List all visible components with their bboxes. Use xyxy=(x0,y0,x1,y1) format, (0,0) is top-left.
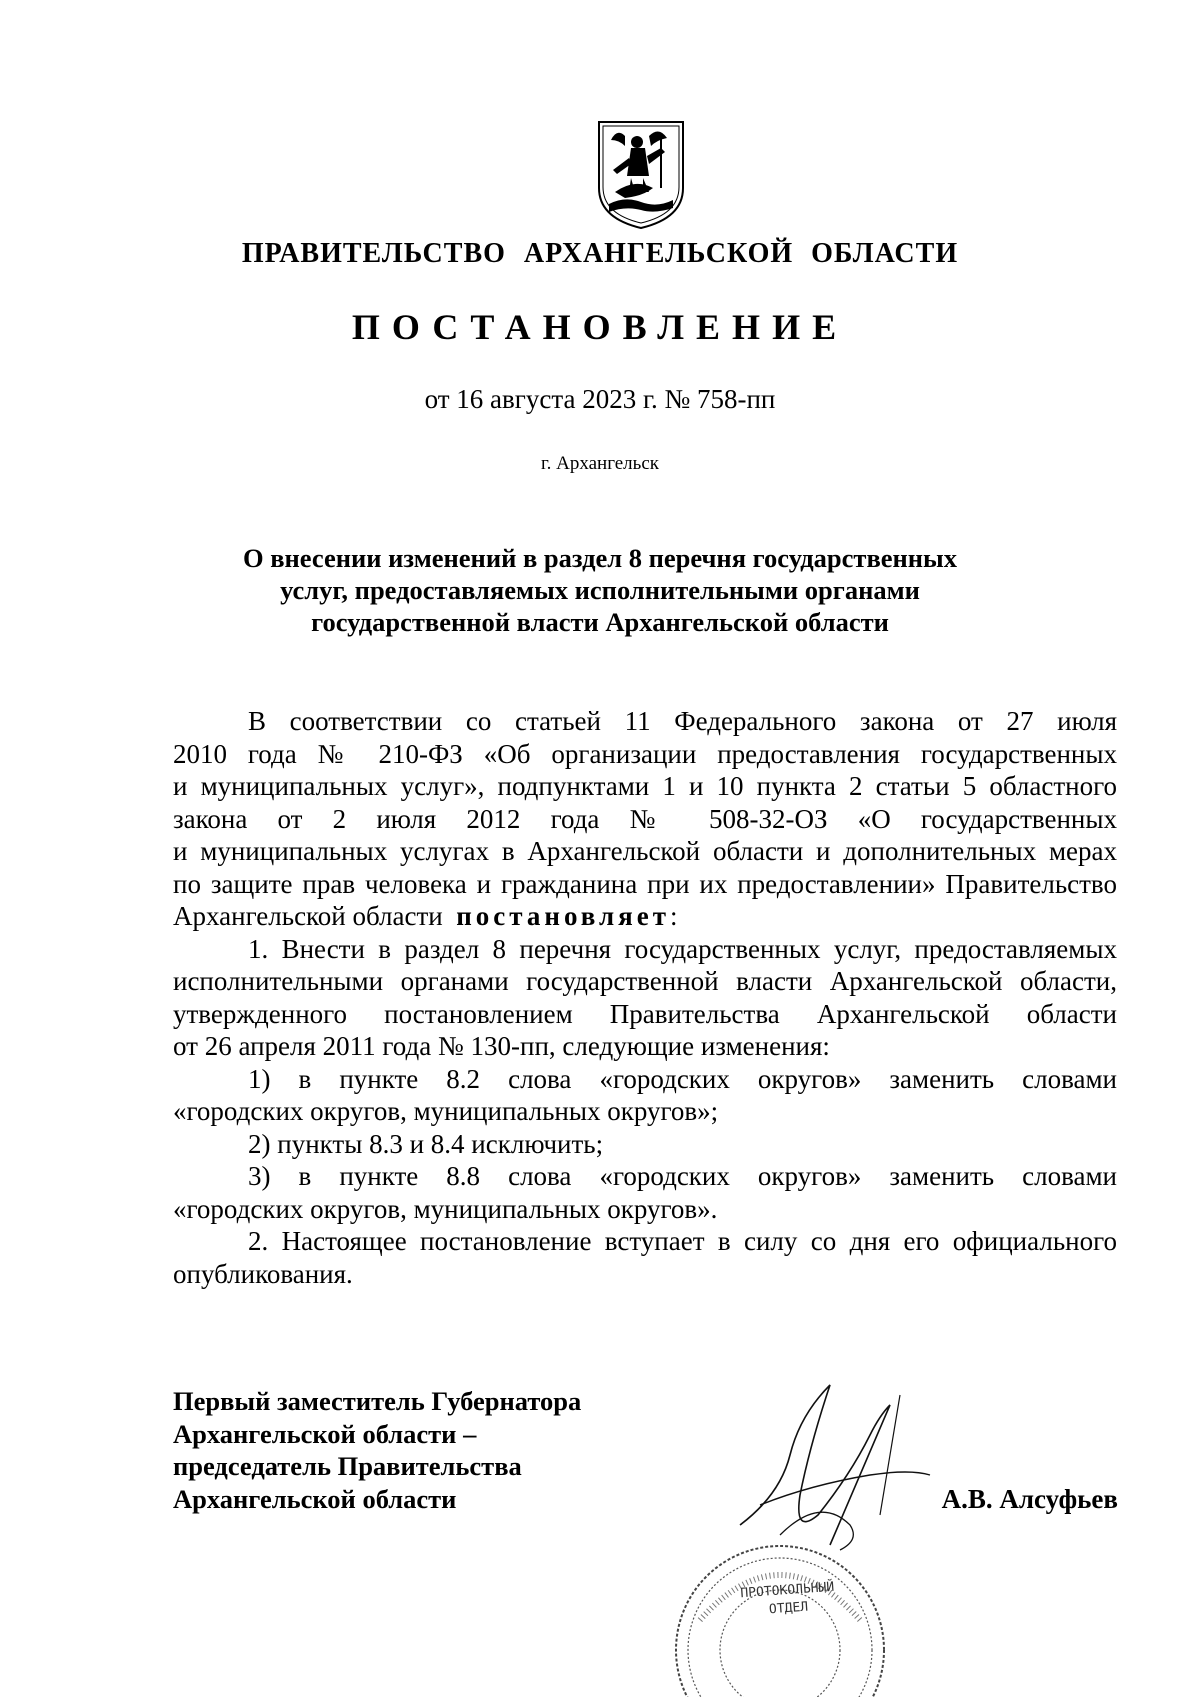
body-line: 3) в пункте 8.8 слова «городских округов» заменить словами xyxy=(248,1161,1117,1191)
subject-line: государственной власти Архангельской области xyxy=(311,607,889,637)
body-line: 1. Внести в раздел 8 перечня государственных услуг, предоставляемых xyxy=(248,933,1117,964)
body-line: 2010 года № 210-ФЗ «Об организации предоставления государственных xyxy=(173,738,1117,769)
body-line: В соответствии со статьей 11 Федерального закона от 27 июля xyxy=(248,706,1117,736)
signatory-title-line: председатель Правительства xyxy=(173,1451,522,1481)
resolution-word: постановляет xyxy=(456,901,670,931)
stamp-text-line: ПРОТОКОЛЬНЫЙ xyxy=(739,1579,835,1602)
body-line: «городских округов, муниципальных округов»; xyxy=(173,1096,719,1126)
body-colon: : xyxy=(670,901,678,931)
organization-title: ПРАВИТЕЛЬСТВО АРХАНГЕЛЬСКОЙ ОБЛАСТИ xyxy=(241,238,959,269)
body-line: по защите прав человека и гражданина при их предоставлении» Правительство xyxy=(173,868,1117,899)
subject-line: услуг, предоставляемых исполнительными органами xyxy=(280,575,920,605)
document-date-number: от 16 августа 2023 г. № 758-пп xyxy=(424,384,776,414)
body-line: от 26 апреля 2011 года № 130-пп, следующие изменения: xyxy=(173,1031,830,1061)
signatory-title-line: Архангельской области – xyxy=(173,1418,477,1449)
stamp-text xyxy=(737,1579,839,1622)
round-stamp-icon xyxy=(670,1540,890,1697)
document-city: г. Архангельск xyxy=(540,453,659,474)
body-line: исполнительными органами государственной власти Архангельской области, xyxy=(173,966,1117,996)
body-line: 1) в пункте 8.2 слова «городских округов» заменить словами xyxy=(248,1063,1117,1094)
body-text: Архангельской области xyxy=(173,901,443,931)
subject-line: О внесении изменений в раздел 8 перечня государственных xyxy=(242,543,957,573)
document-type: ПОСТАНОВЛЕНИЕ xyxy=(351,307,849,347)
stamp-text-line: ОТДЕЛ xyxy=(768,1599,809,1618)
document-body xyxy=(173,705,1117,1290)
signatory-name: А.В. Алсуфьев xyxy=(941,1484,1118,1514)
body-line: 2) пункты 8.3 и 8.4 исключить; xyxy=(248,1128,604,1159)
body-line: и муниципальных услуг», подпунктами 1 и 10 пункта 2 статьи 5 областного xyxy=(173,771,1117,801)
signatory-title-line: Архангельской области xyxy=(173,1483,457,1514)
body-line: «городских округов, муниципальных округов». xyxy=(173,1193,718,1224)
body-line: закона от 2 июля 2012 года № 508-32-ОЗ «О государственных xyxy=(173,803,1117,834)
coat-of-arms-icon xyxy=(595,118,687,230)
handwritten-signature-icon xyxy=(720,1375,950,1555)
body-line: утвержденного постановлением Правительства Архангельской области xyxy=(173,998,1117,1029)
body-line: и муниципальных услугах в Архангельской области и дополнительных мерах xyxy=(173,836,1117,866)
body-line-resolution xyxy=(173,900,1117,933)
signatory-title xyxy=(173,1385,581,1515)
body-line: опубликования. xyxy=(173,1258,353,1289)
body-line: 2. Настоящее постановление вступает в силу со дня его официального xyxy=(248,1226,1117,1256)
signatory-title-line: Первый заместитель Губернатора xyxy=(173,1386,582,1416)
document-subject xyxy=(200,542,1000,638)
